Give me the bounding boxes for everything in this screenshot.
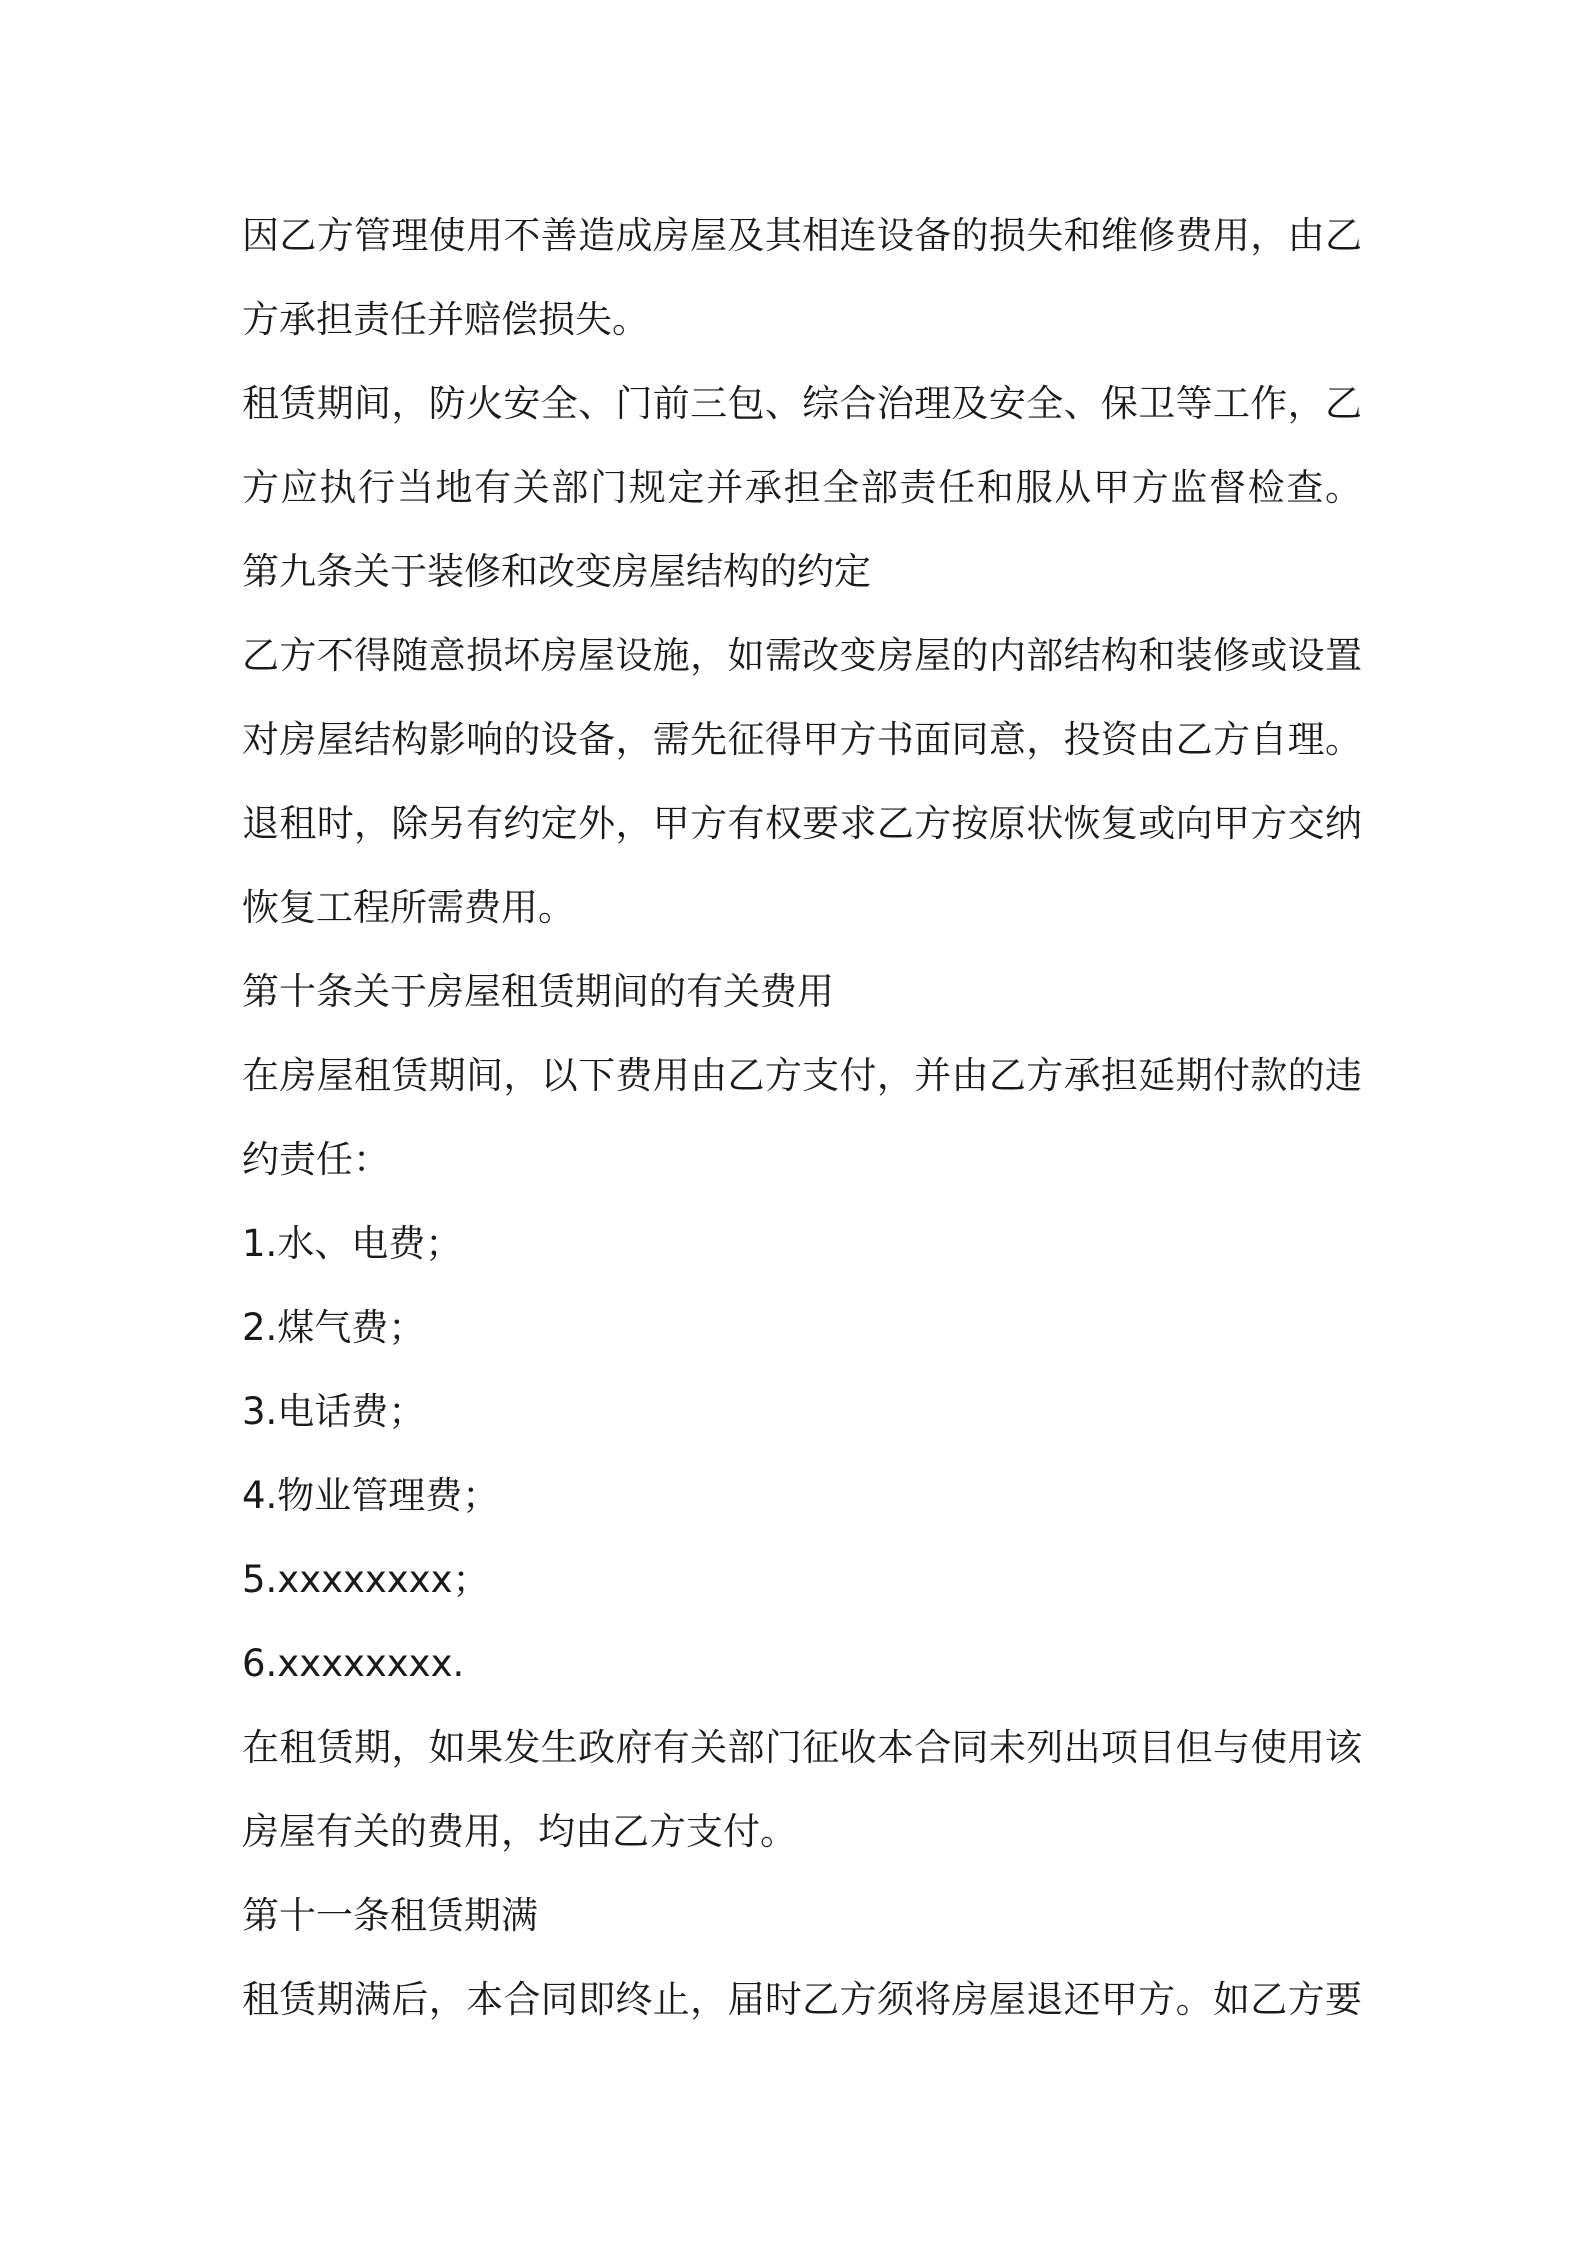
- list-item: 6.xxxxxxxx.: [242, 1642, 465, 1685]
- text-line: 乙方不得随意损坏房屋设施，如需改变房屋的内部结构和装修或设置: [242, 634, 1362, 677]
- list-item: 3.电话费；: [242, 1390, 426, 1433]
- text-line: 租赁期满后，本合同即终止，届时乙方须将房屋退还甲方。如乙方要: [242, 1978, 1362, 2021]
- section-heading: 第十条关于房屋租赁期间的有关费用: [242, 970, 834, 1013]
- list-item: 5.xxxxxxxx；: [242, 1558, 490, 1601]
- list-item: 4.物业管理费；: [242, 1474, 500, 1517]
- text-line: 因乙方管理使用不善造成房屋及其相连设备的损失和维修费用，由乙: [242, 214, 1362, 257]
- document-body: [242, 194, 1362, 2042]
- section-heading: 第九条关于装修和改变房屋结构的约定: [242, 550, 871, 593]
- text-line: 约责任：: [242, 1138, 390, 1181]
- text-line: 退租时，除另有约定外，甲方有权要求乙方按原状恢复或向甲方交纳: [242, 802, 1362, 845]
- text-line: 方应执行当地有关部门规定并承担全部责任和服从甲方监督检查。: [242, 466, 1362, 509]
- text-line: 方承担责任并赔偿损失。: [242, 298, 649, 341]
- text-line: 在租赁期，如果发生政府有关部门征收本合同未列出项目但与使用该: [242, 1726, 1362, 1769]
- section-heading: 第十一条租赁期满: [242, 1894, 538, 1937]
- text-line: 在房屋租赁期间，以下费用由乙方支付，并由乙方承担延期付款的违: [242, 1054, 1362, 1097]
- text-line: 恢复工程所需费用。: [242, 886, 575, 929]
- text-line: 房屋有关的费用，均由乙方支付。: [242, 1810, 797, 1853]
- list-item: 1.水、电费；: [242, 1222, 463, 1265]
- list-item: 2.煤气费；: [242, 1306, 426, 1349]
- text-line: 对房屋结构影响的设备，需先征得甲方书面同意，投资由乙方自理。: [242, 718, 1362, 761]
- text-line: 租赁期间，防火安全、门前三包、综合治理及安全、保卫等工作，乙: [242, 382, 1362, 425]
